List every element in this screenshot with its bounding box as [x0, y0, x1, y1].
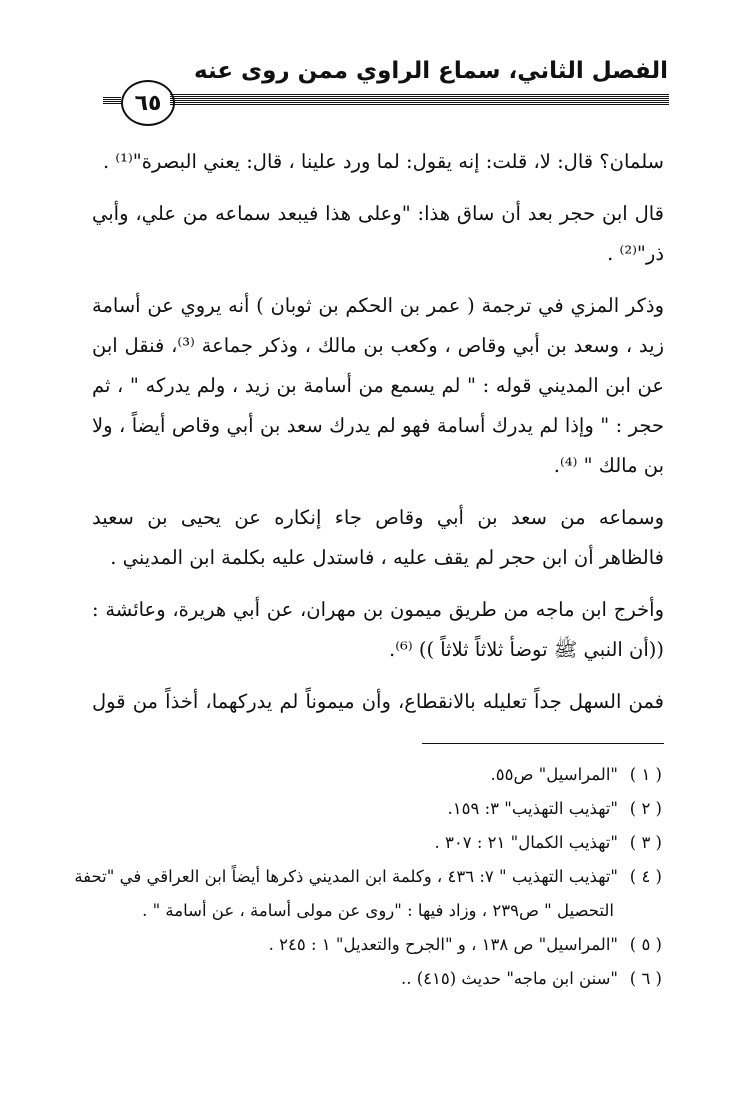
body-text — [92, 142, 664, 722]
body-line: بن مالك " ⁽⁴⁾. — [553, 454, 664, 477]
footnotes — [74, 758, 662, 996]
footnote-number: ( ٥ ) — [629, 935, 662, 954]
body-line: فمن السهل جداً تعليله بالانقطاع، وأن ميموناً لم يدركهما، أخذاً من قول — [92, 690, 664, 713]
footnote — [84, 792, 662, 826]
footnote-separator — [422, 743, 664, 744]
footnote — [74, 860, 662, 894]
footnote — [84, 928, 662, 962]
header-rule — [170, 94, 669, 105]
footnote — [84, 758, 662, 792]
body-line: فالظاهر أن ابن حجر لم يقف عليه ، فاستدل عليه بكلمة ابن المديني . — [110, 546, 664, 569]
body-line: سلمان؟ قال: لا، قلت: إنه يقول: لما ورد علينا ، قال: يعني البصرة"⁽¹⁾ . — [102, 150, 664, 173]
footnote-number: ( ٣ ) — [629, 833, 662, 852]
body-line: حجر : " وإذا لم يدرك أسامة فهو لم يدرك سعد بن أبي وقاص أيضاً ، ولا — [92, 414, 664, 437]
body-line: ذر"⁽²⁾ . — [607, 242, 664, 265]
footnote-number: ( ٤ ) — [629, 867, 662, 886]
page-number: ٦٥ — [121, 80, 175, 126]
body-line: قال ابن حجر بعد أن ساق هذا: "وعلى هذا فيبعد سماعه من علي، وأبي — [92, 202, 664, 225]
footnote-number: ( ١ ) — [629, 765, 662, 784]
body-line: ((أن النبي ﷺ توضأ ثلاثاً ثلاثاً )) ⁽⁶⁾. — [389, 638, 664, 661]
footnote-number: ( ٢ ) — [629, 799, 662, 818]
chapter-title: الفصل الثاني، سماع الراوي ممن روى عنه — [194, 58, 668, 84]
body-line: عن ابن المديني قوله : " لم يسمع من أسامة بن زيد ، ولم يدركه " ، ثم — [92, 374, 664, 397]
footnote — [84, 962, 662, 996]
footnote-continuation: التحصيل " ص٢٣٩ ، وزاد فيها : "روى عن مولى أسامة ، عن أسامة " . — [142, 901, 614, 920]
body-line: وذكر المزي في ترجمة ( عمر بن الحكم بن ثوبان ) أنه يروي عن أسامة — [92, 294, 664, 317]
footnote-number: ( ٦ ) — [629, 969, 662, 988]
footnote-text: "تهذيب التهذيب " ٧: ٤٣٦ ، وكلمة ابن المديني ذكرها أيضاً ابن العراقي في "تحفة — [74, 867, 618, 886]
body-line: وسماعه من سعد بن أبي وقاص جاء إنكاره عن يحيى بن سعيد — [92, 506, 664, 529]
footnote-text: "المراسيل" ص ١٣٨ ، و "الجرح والتعديل" ١ : ٢٤٥ . — [268, 935, 618, 954]
footnote-text: "تهذيب التهذيب" ٣: ١٥٩. — [447, 799, 618, 818]
body-line: وأخرج ابن ماجه من طريق ميمون بن مهران، عن أبي هريرة، وعائشة : — [92, 598, 664, 621]
footnote — [84, 826, 662, 860]
body-line: زيد ، وسعد بن أبي وقاص ، وكعب بن مالك ، وذكر جماعة ⁽³⁾، فنقل ابن — [92, 334, 664, 357]
footnote-text: "تهذيب الكمال" ٢١ : ٣٠٧ . — [434, 833, 618, 852]
header-rule-left — [103, 97, 121, 104]
footnote-text: "المراسيل" ص٥٥. — [490, 765, 618, 784]
footnote-text: "سنن ابن ماجه" حديث (٤١٥) .. — [400, 969, 618, 988]
